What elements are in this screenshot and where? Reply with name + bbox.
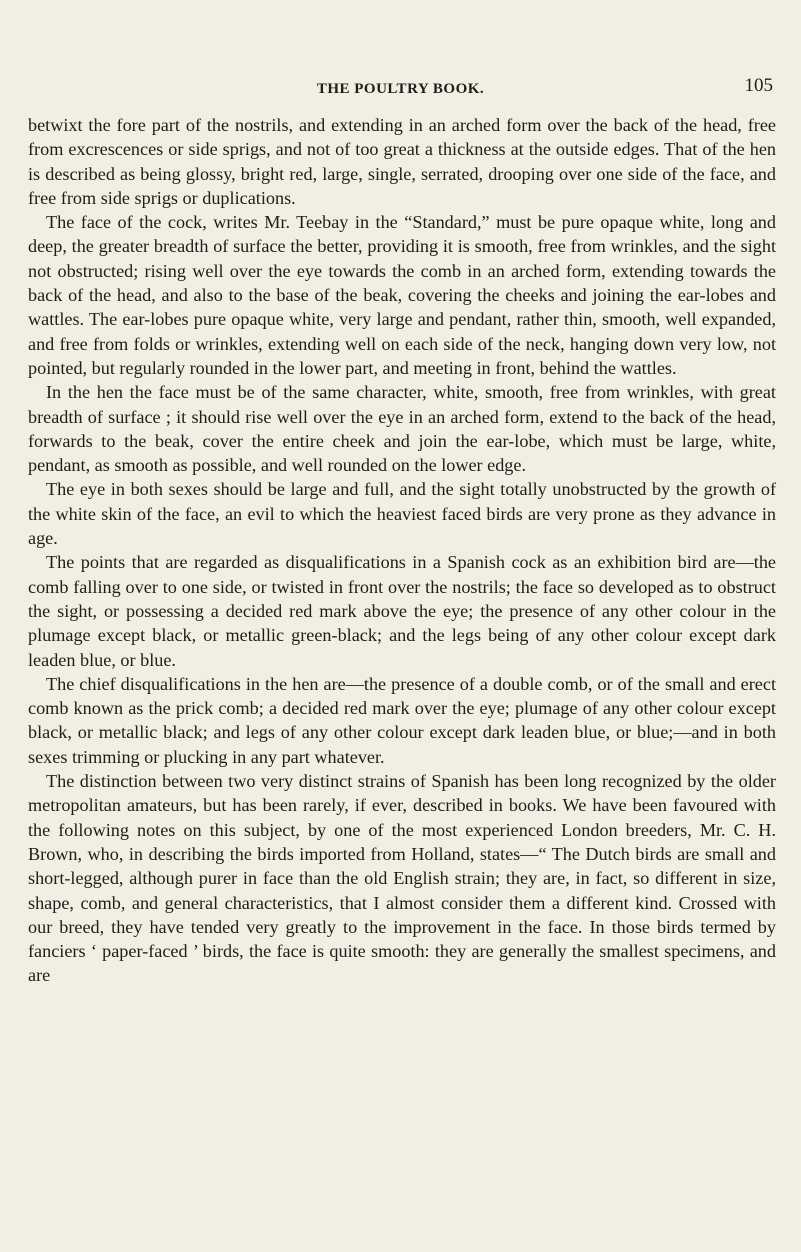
paragraph-hen-face: In the hen the face must be of the same character, white, smooth, free from wrinkles, with great breadth of surface ; it should rise well over the eye in an arched form, extend to the back of the head, forwards to the beak, cover the entire cheek and join the ear-lobe, which must be large, white, pendant, as smooth as possible, and well rounded on the lower edge. <box>28 382 776 476</box>
paragraph-eye: The eye in both sexes should be large and full, and the sight totally unobstructed by the growth of the white skin of the face, an evil to which the heaviest faced birds are very prone as they advance in age. <box>28 479 776 549</box>
running-head-title: THE POULTRY BOOK. <box>316 81 485 97</box>
running-head <box>0 70 801 110</box>
body-text <box>28 113 776 988</box>
paragraph-comb-continuation: betwixt the fore part of the nostrils, and extending in an arched form over the back of the head, free from excrescences or side sprigs, and not of too great a thickness at the outside edges. That of the hen is described as being glossy, bright red, large, single, serrated, drooping over one side of the face, and free from side sprigs or duplications. <box>28 115 776 208</box>
paragraph-hen-disqualifications: The chief disqualifications in the hen are—the presence of a double comb, or of the small and erect comb known as the prick comb; a decided red mark over the eye; plumage of any other colour except black, or metallic black; and legs of any other colour except dark leaden blue, or blue;—and in both sexes trimming or plucking in any part whatever. <box>28 673 776 767</box>
paragraph-strains: The distinction between two very distinct strains of Spanish has been long recognized by the older metropolitan amateurs, but has been rarely, if ever, described in books. We have been favoured with the following notes on this subject, by one of the most experienced London breeders, Mr. C. H. Brown, who, in describing the birds imported from Holland, states—“ The Dutch birds are small and short-legged, although purer in face than the old English strain; they are, in fact, so different in size, shape, comb, and general characteristics, that I almost consider them a different kind. Crossed with our breed, they have tended very greatly to the improvement in the face. In those birds termed by fanciers ‘ paper-faced ’ birds, the face is quite smooth: they are generally the smallest specimens, and are <box>28 771 776 986</box>
page-number: 105 <box>744 75 773 96</box>
paragraph-cock-face: The face of the cock, writes Mr. Teebay in the “Standard,” must be pure opaque white, long and deep, the greater breadth of surface the better, providing it is smooth, free from wrinkles, and the sight not obstructed; rising well over the eye towards the comb in an arched form, extending towards the back of the head, and also to the base of the beak, covering the cheeks and joining the ear-lobes and wattles. The ear-lobes pure opaque white, very large and pendant, rather thin, smooth, well expanded, and free from folds or wrinkles, extending well on each side of the neck, hanging down very low, not pointed, but regularly rounded in the lower part, and meeting in front, behind the wattles. <box>28 212 776 378</box>
paragraph-cock-disqualifications: The points that are regarded as disqualifications in a Spanish cock as an exhibition bird are—the comb falling over to one side, or twisted in front over the nostrils; the face so developed as to obstruct the sight, or possessing a decided red mark above the eye; the presence of any other colour in the plumage except black, or metallic green-black; and the legs being of any other colour except dark leaden blue, or blue. <box>28 552 776 670</box>
